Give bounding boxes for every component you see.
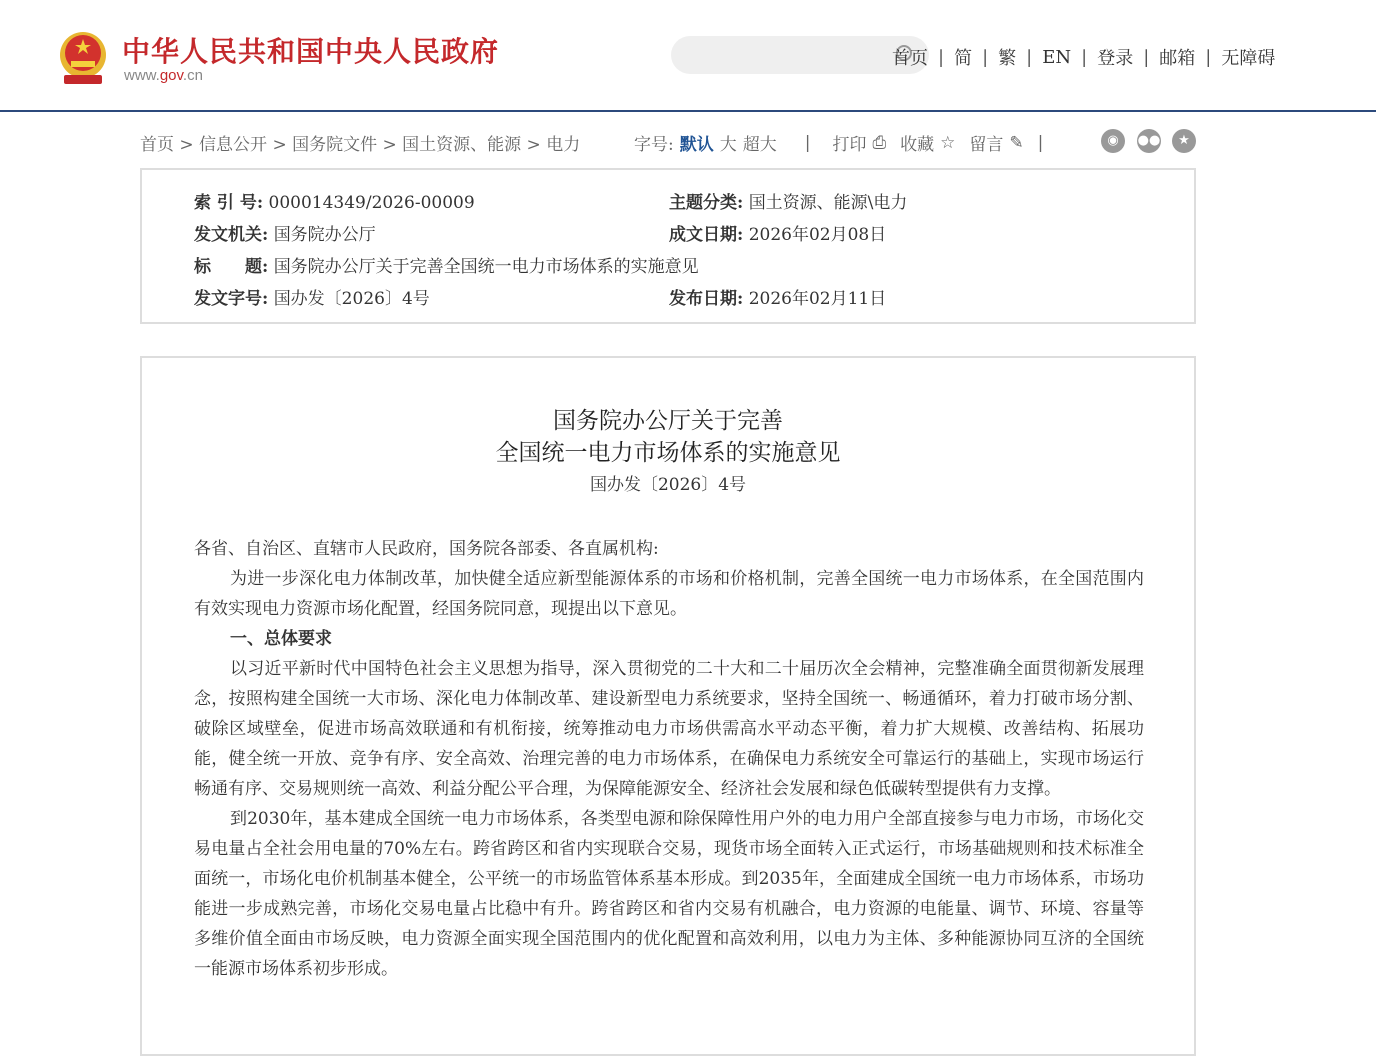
title-value: 国务院办公厅关于完善全国统一电力市场体系的实施意见: [273, 257, 699, 277]
nav-accessibility[interactable]: 无障碍: [1221, 48, 1276, 69]
site-url: www.gov.cn: [124, 67, 203, 84]
font-size-label: 字号:: [634, 135, 674, 155]
paragraph: 以习近平新时代中国特色社会主义思想为指导，深入贯彻党的二十大和二十届历次全会精神，完整准确全面贯彻新发展理念，按照构建全国统一大市场、深化电力体制改革、建设新型电力系统要求，坚持全国统一、畅通循环，着力打破市场分割、破除区域壁垒，促进市场高效联通和有机衔接，统筹推动电力市场供需高水平动态平衡，着力扩大规模、改善结构、拓展功能，健全统一开放、竞争有序、安全高效、治理完善的电力市场体系，在确保电力系统安全可靠运行的基础上，实现市场运行畅通有序、交易规则统一高效、利益分配公平合理，为保障能源安全、经济社会发展和绿色低碳转型提供有力支撑。: [194, 659, 1144, 799]
nav-traditional[interactable]: 繁: [998, 48, 1017, 69]
article-title-line1: 国务院办公厅关于完善: [553, 408, 783, 434]
breadcrumb[interactable]: 首页 > 信息公开 > 国务院文件 > 国土资源、能源 > 电力: [140, 135, 581, 155]
divider: |: [804, 132, 811, 153]
qzone-share-icon[interactable]: ★: [1172, 129, 1196, 153]
favorite-button[interactable]: 收藏: [900, 135, 935, 155]
docno-value: 国办发〔2026〕4号: [273, 289, 430, 309]
pencil-icon[interactable]: ✎: [1009, 132, 1024, 153]
comment-button[interactable]: 留言: [969, 135, 1004, 155]
topic-value: 国土资源、能源\电力: [748, 193, 908, 213]
nav-english[interactable]: EN: [1042, 46, 1072, 68]
title-label: 标 题:: [194, 257, 269, 277]
nav-home[interactable]: 首页: [892, 48, 928, 69]
document-metadata: [140, 168, 1196, 324]
created-value: 2026年02月08日: [748, 225, 887, 245]
national-emblem-logo[interactable]: [58, 31, 108, 85]
docno-label: 发文字号:: [194, 289, 269, 309]
article-doc-number: 国办发〔2026〕4号: [589, 475, 747, 495]
paragraph: 到2030年，基本建成全国统一电力市场体系，各类型电源和除保障性用户外的电力用户全部直接参与电力市场，市场化交易电量占全社会用电量的70%左右。跨省跨区和省内实现联合交易，现货市场全面转入正式运行，市场基础规则和技术标准全面统一，市场化电价机制基本健全，公平统一的市场监管体系基本形成。到2035年，全面建成全国统一电力市场体系，市场功能进一步成熟完善，市场化交易电量占比稳中有升。跨省跨区和省内交易有机融合，电力资源的电能量、调节、环境、容量等多维价值全面由市场反映，电力资源全面实现全国范围内的优化配置和高效利用，以电力为主体、多种能源协同互济的全国统一能源市场体系初步形成。: [194, 809, 1144, 979]
toolbar: [634, 130, 1049, 155]
index-label: 索 引 号:: [194, 193, 264, 213]
top-nav: 首页 | 简 | 繁 | EN | 登录 | 邮箱 | 无障碍: [892, 44, 1275, 70]
article-title-line2: 全国统一电力市场体系的实施意见: [495, 440, 841, 466]
topic-label: 主题分类:: [669, 193, 744, 213]
section-heading: 一、总体要求: [230, 629, 332, 649]
issuer-value: 国务院办公厅: [273, 225, 376, 245]
created-label: 成文日期:: [669, 225, 744, 245]
published-value: 2026年02月11日: [748, 289, 887, 309]
site-header: [0, 0, 1376, 112]
salutation: 各省、自治区、直辖市人民政府，国务院各部委、各直属机构:: [194, 539, 659, 559]
wechat-share-icon[interactable]: ●●: [1137, 129, 1161, 153]
font-size-large[interactable]: 大: [719, 135, 737, 155]
article-body: [194, 534, 1144, 984]
search-input[interactable]: [671, 36, 929, 74]
font-size-default[interactable]: 默认: [679, 135, 714, 155]
star-icon[interactable]: ☆: [940, 132, 956, 153]
issuer-label: 发文机关:: [194, 225, 269, 245]
nav-login[interactable]: 登录: [1097, 48, 1134, 69]
divider: |: [1037, 132, 1044, 153]
site-title[interactable]: 中华人民共和国中央人民政府: [122, 35, 500, 68]
paragraph: 为进一步深化电力体制改革，加快健全适应新型能源体系的市场和价格机制，完善全国统一电力市场体系，在全国范围内有效实现电力资源市场化配置，经国务院同意，现提出以下意见。: [194, 569, 1144, 619]
index-value: 000014349/2026-00009: [268, 193, 475, 213]
weibo-share-icon[interactable]: ◉: [1101, 129, 1125, 153]
printer-icon[interactable]: ⎙: [872, 132, 887, 153]
article: [140, 356, 1196, 1056]
nav-simplified[interactable]: 简: [954, 48, 973, 69]
print-button[interactable]: 打印: [832, 135, 867, 155]
nav-mail[interactable]: 邮箱: [1159, 48, 1196, 69]
font-size-xlarge[interactable]: 超大: [742, 135, 777, 155]
published-label: 发布日期:: [669, 289, 744, 309]
